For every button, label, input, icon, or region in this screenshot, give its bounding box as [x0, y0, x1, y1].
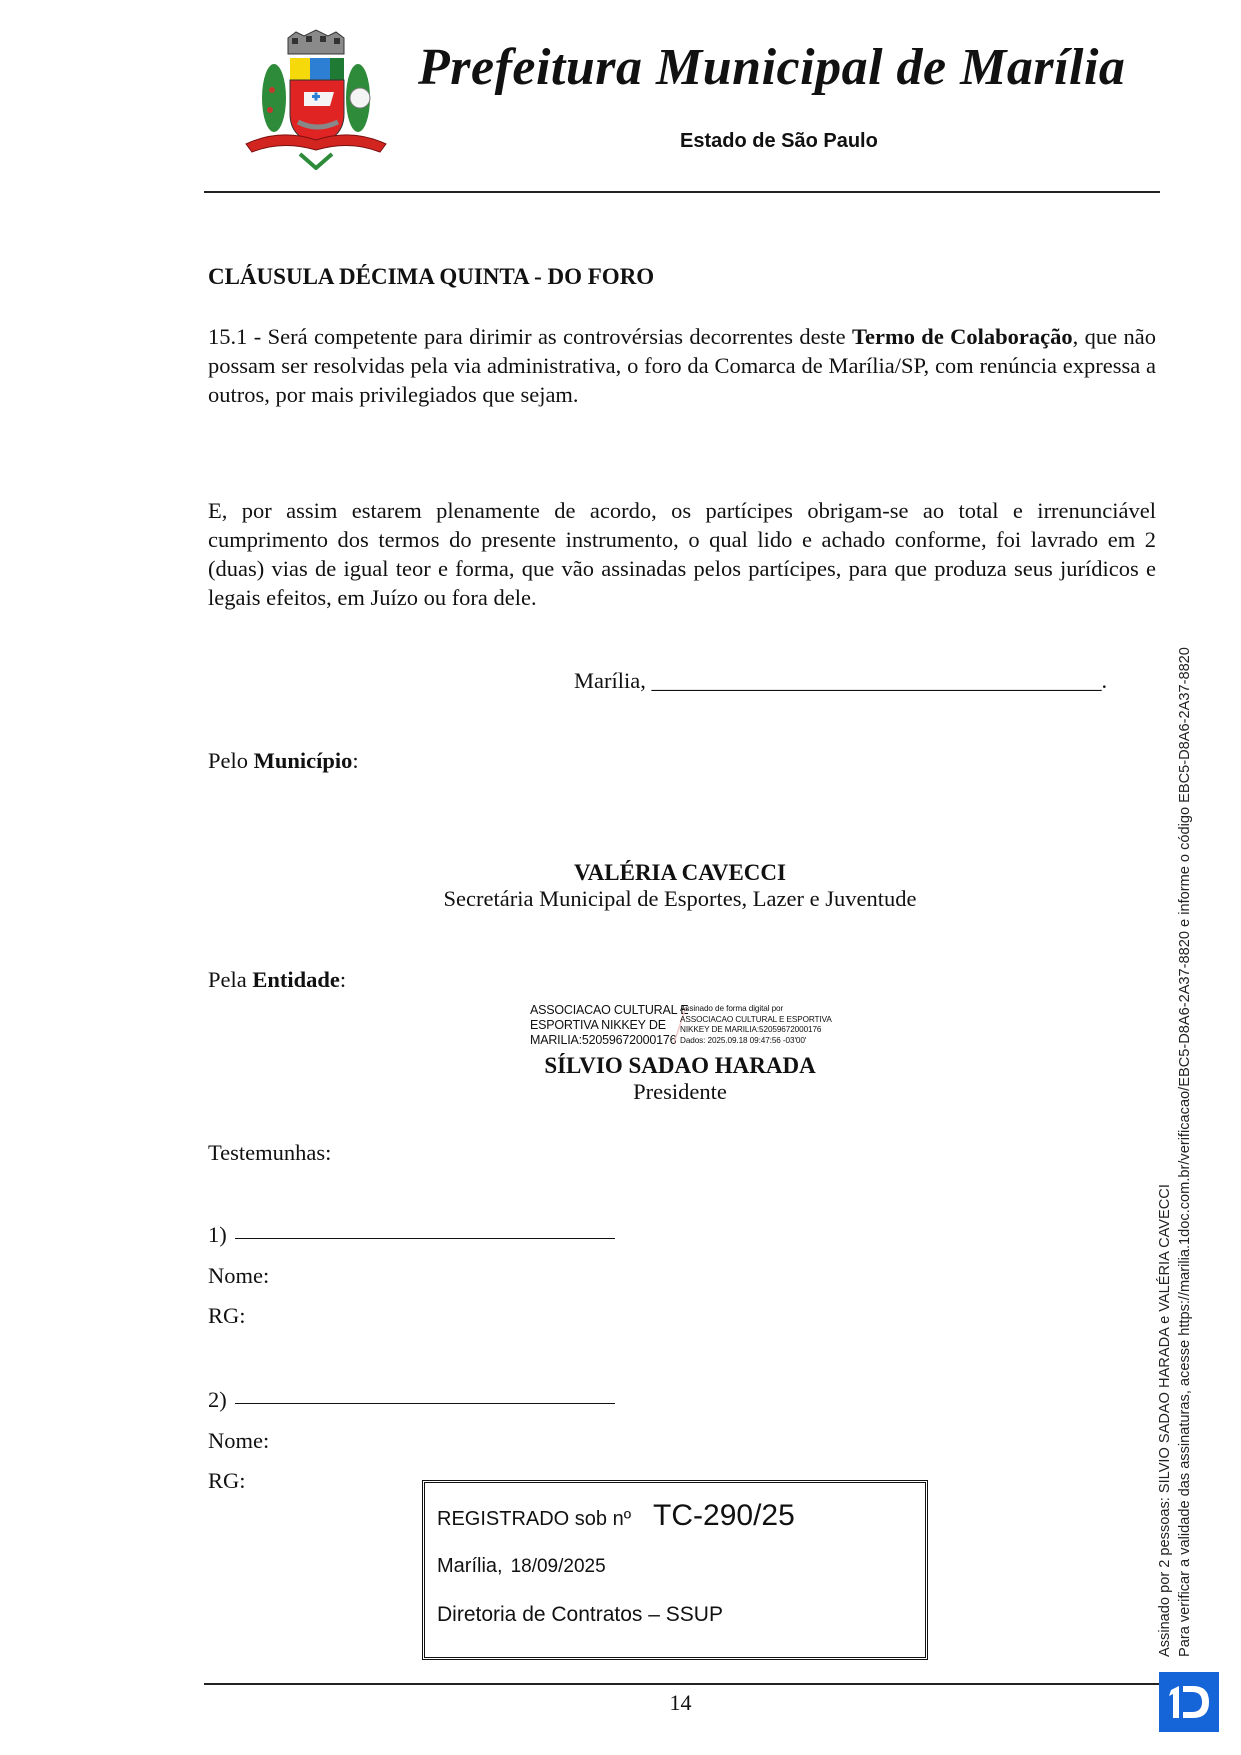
dsig-holder-line: MARILIA:52059672000176: [530, 1033, 677, 1047]
verification-link-line[interactable]: Para verificar a validade das assinaturas, acesse https://marilia.1doc.com.br/verificacao/EBC5-D8A6-2A37-8820 e informe o código EBC5-D8A6-2A37-8820: [1177, 647, 1193, 1657]
witness-2-signature-line: [208, 1387, 615, 1413]
label-bold: Entidade: [252, 967, 340, 992]
registration-department: Diretoria de Contratos – SSUP: [437, 1603, 723, 1626]
clause-bold-term: Termo de Colaboração: [852, 324, 1073, 349]
label-prefix: Pelo: [208, 748, 254, 773]
label-suffix: :: [339, 967, 347, 992]
witness-1-signature-line: [208, 1222, 615, 1248]
witness-2-name-label: Nome:: [208, 1428, 270, 1453]
dsig-detail-line: ASSOCIACAO CULTURAL E ESPORTIVA: [680, 1014, 832, 1024]
page-title: Prefeitura Municipal de Marília: [418, 39, 1126, 96]
municipio-signer-role: Secretária Municipal de Esportes, Lazer e Juventude: [443, 886, 917, 911]
dsig-detail-line: Assinado de forma digital por: [680, 1004, 784, 1013]
dsig-holder-line: ESPORTIVA NIKKEY DE: [530, 1018, 666, 1032]
page-subtitle: Estado de São Paulo: [680, 130, 878, 152]
municipio-signature-block: [360, 860, 1000, 912]
closing-paragraph: E, por assim estarem plenamente de acordo, os partícipes obrigam-se ao total e irrenunciável cumprimento dos termos do presente instrumento, o qual lido e achado conforme, foi lavrado em 2 (duas) vias de igual teor e forma, que vão assinadas pelos partícipes, para que produza seus jurídicos e legais efeitos, em Juízo ou fora dele.: [208, 498, 1156, 610]
clause-heading: CLÁUSULA DÉCIMA QUINTA - DO FORO: [208, 264, 655, 289]
registration-date-row: [437, 1555, 606, 1578]
signers-line: Assinado por 2 pessoas: SILVIO SADAO HARADA e VALÉRIA CAVECCI: [1157, 1184, 1173, 1657]
registration-label: REGISTRADO sob nº: [437, 1508, 632, 1530]
label-suffix: :: [352, 748, 359, 773]
registration-number-row: [437, 1499, 795, 1533]
dsig-detail-line: NIKKEY DE MARILIA:52059672000176: [680, 1025, 822, 1034]
header-divider: [204, 191, 1160, 193]
witness-number: 1): [208, 1222, 227, 1247]
entidade-label: [208, 967, 346, 993]
witness-1-name-label: Nome:: [208, 1263, 270, 1288]
label-bold: Município: [253, 748, 353, 773]
dsig-detail-line: Dados: 2025.09.18 09:47:56 -03'00': [680, 1035, 807, 1045]
witness-number: 2): [208, 1387, 227, 1412]
footer-divider: [204, 1683, 1160, 1685]
witness-1-rg-label: RG:: [208, 1303, 246, 1328]
label-prefix: Pela: [208, 967, 253, 992]
date-line: Marília, ________________________________________.: [574, 668, 1108, 693]
municipio-label: [208, 748, 359, 774]
registration-date: 18/09/2025: [510, 1556, 606, 1577]
digital-signature-stamp: [530, 1003, 830, 1047]
registration-department-row: [437, 1603, 723, 1627]
municipio-signer-name: VALÉRIA CAVECCI: [574, 860, 786, 885]
registration-stamp: [422, 1480, 928, 1660]
coat-of-arms-icon: [240, 28, 392, 170]
signature-line: [235, 1403, 615, 1404]
witness-2-rg-label: RG:: [208, 1468, 246, 1493]
witnesses-label: Testemunhas:: [208, 1140, 332, 1165]
clause-text: 15.1 - Será competente para dirimir as controvérsias decorrentes deste: [208, 324, 853, 349]
1doc-logo-icon[interactable]: [1159, 1672, 1219, 1732]
digital-signature-details: [680, 1004, 832, 1046]
registration-code: TC-290/25: [653, 1499, 795, 1532]
page-number: 14: [669, 1690, 692, 1715]
signature-line: [235, 1238, 615, 1239]
registration-city: Marília,: [437, 1555, 503, 1577]
dsig-holder-line: ASSOCIACAO CULTURAL E: [530, 1003, 689, 1017]
entidade-signer-name: SÍLVIO SADAO HARADA: [544, 1053, 816, 1078]
clause-paragraph: [208, 322, 1156, 409]
entidade-signer-role: Presidente: [633, 1079, 727, 1104]
clause-text-end: , que não possam ser resolvidas pela via administrativa, o foro da Comarca de Marília/SP, com renúncia expressa a outros, por mais privilegiados que sejam.: [208, 324, 1156, 407]
entidade-signature-block: [360, 1053, 1000, 1105]
digital-signature-holder: [530, 1003, 689, 1048]
signature-verification-stamp: [1155, 647, 1195, 1657]
